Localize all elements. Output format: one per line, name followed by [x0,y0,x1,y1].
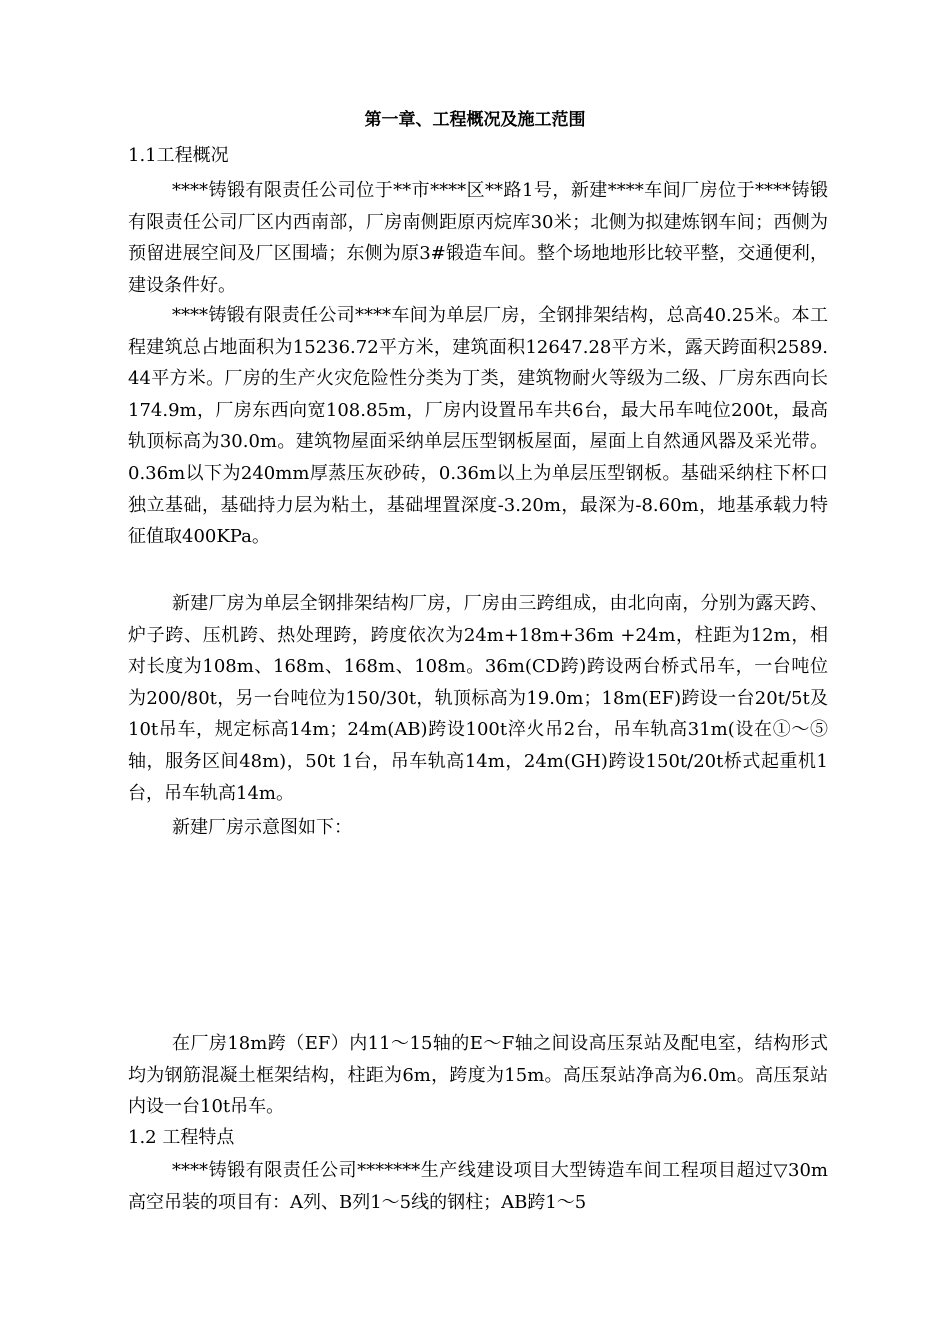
chapter-title: 第一章、工程概况及施工范围 [364,110,586,130]
paragraph-span-layout: 新建厂房为单层全钢排架结构厂房，厂房由三跨组成，由北向南，分别为露天跨、炉子跨、压机跨、热处理跨，跨度依次为24m+18m+36m +24m，柱距为12m，相对长度为108m、168m、168m、108m。36m(CD跨)跨设两台桥式吊车，一台吨位为200/80t，另一台吨位为150/30t，轨顶标高为19.0m；18m(EF)跨设一台20t/5t及10t吊车，规定标高14m；24m(AB)跨设100t淬火吊2台，吊车轨高31m(设在①～⑤轴，服务区间48m)，50t 1台，吊车轨高14m，24m(GH)跨设150t/20t桥式起重机1台，吊车轨高14m。 [128,593,828,804]
paragraph-building-overview: ****铸锻有限责任公司****车间为单层厂房，全钢排架结构，总高40.25米。本工程建筑总占地面积为15236.72平方米，建筑面积12647.28平方米，露天跨面积2589.44平方米。厂房的生产火灾危险性分类为丁类，建筑物耐火等级为二级、厂房东西向长174.9m，厂房东西向宽108.85m，厂房内设置吊车共6台，最大吊车吨位200t，最高轨顶标高为30.0m。建筑物屋面采纳单层压型钢板屋面，屋面上自然通风器及采光带。0.36m以下为240mm厚蒸压灰砂砖，0.36m以上为单层压型钢板。基础采纳柱下杯口独立基础，基础持力层为粘土，基础埋置深度-3.20m，最深为-8.60m，地基承载力特征值取400KPa。 [128,305,828,548]
paragraph-project-location: ****铸锻有限责任公司位于**市****区**路1号，新建****车间厂房位于****铸锻有限责任公司厂区内西南部，厂房南侧距原丙烷库30米；北侧为拟建炼钢车间；西侧为预留进展空间及厂区围墙；东侧为原3#锻造车间。整个场地地形比较平整，交通便利，建设条件好。 [128,180,828,296]
figure-placeholder [128,850,828,1020]
paragraph-figure-caption: 新建厂房示意图如下： [172,817,352,838]
section-heading-1-2: 1.2 工程特点 [128,1127,235,1148]
paragraph-pump-station: 在厂房18m跨（EF）内11～15轴的E～F轴之间设高压泵站及配电室，结构形式均为钢筋混凝土框架结构，柱距为6m，跨度为15m。高压泵站净高为6.0m。高压泵站内设一台10t吊车。 [128,1033,828,1118]
section-heading-1-1: 1.1工程概况 [128,145,229,166]
paragraph-project-features: ****铸锻有限责任公司*******生产线建设项目大型铸造车间工程项目超过▽30m高空吊装的项目有：A列、B列1～5线的钢柱；AB跨1～5 [128,1160,828,1213]
